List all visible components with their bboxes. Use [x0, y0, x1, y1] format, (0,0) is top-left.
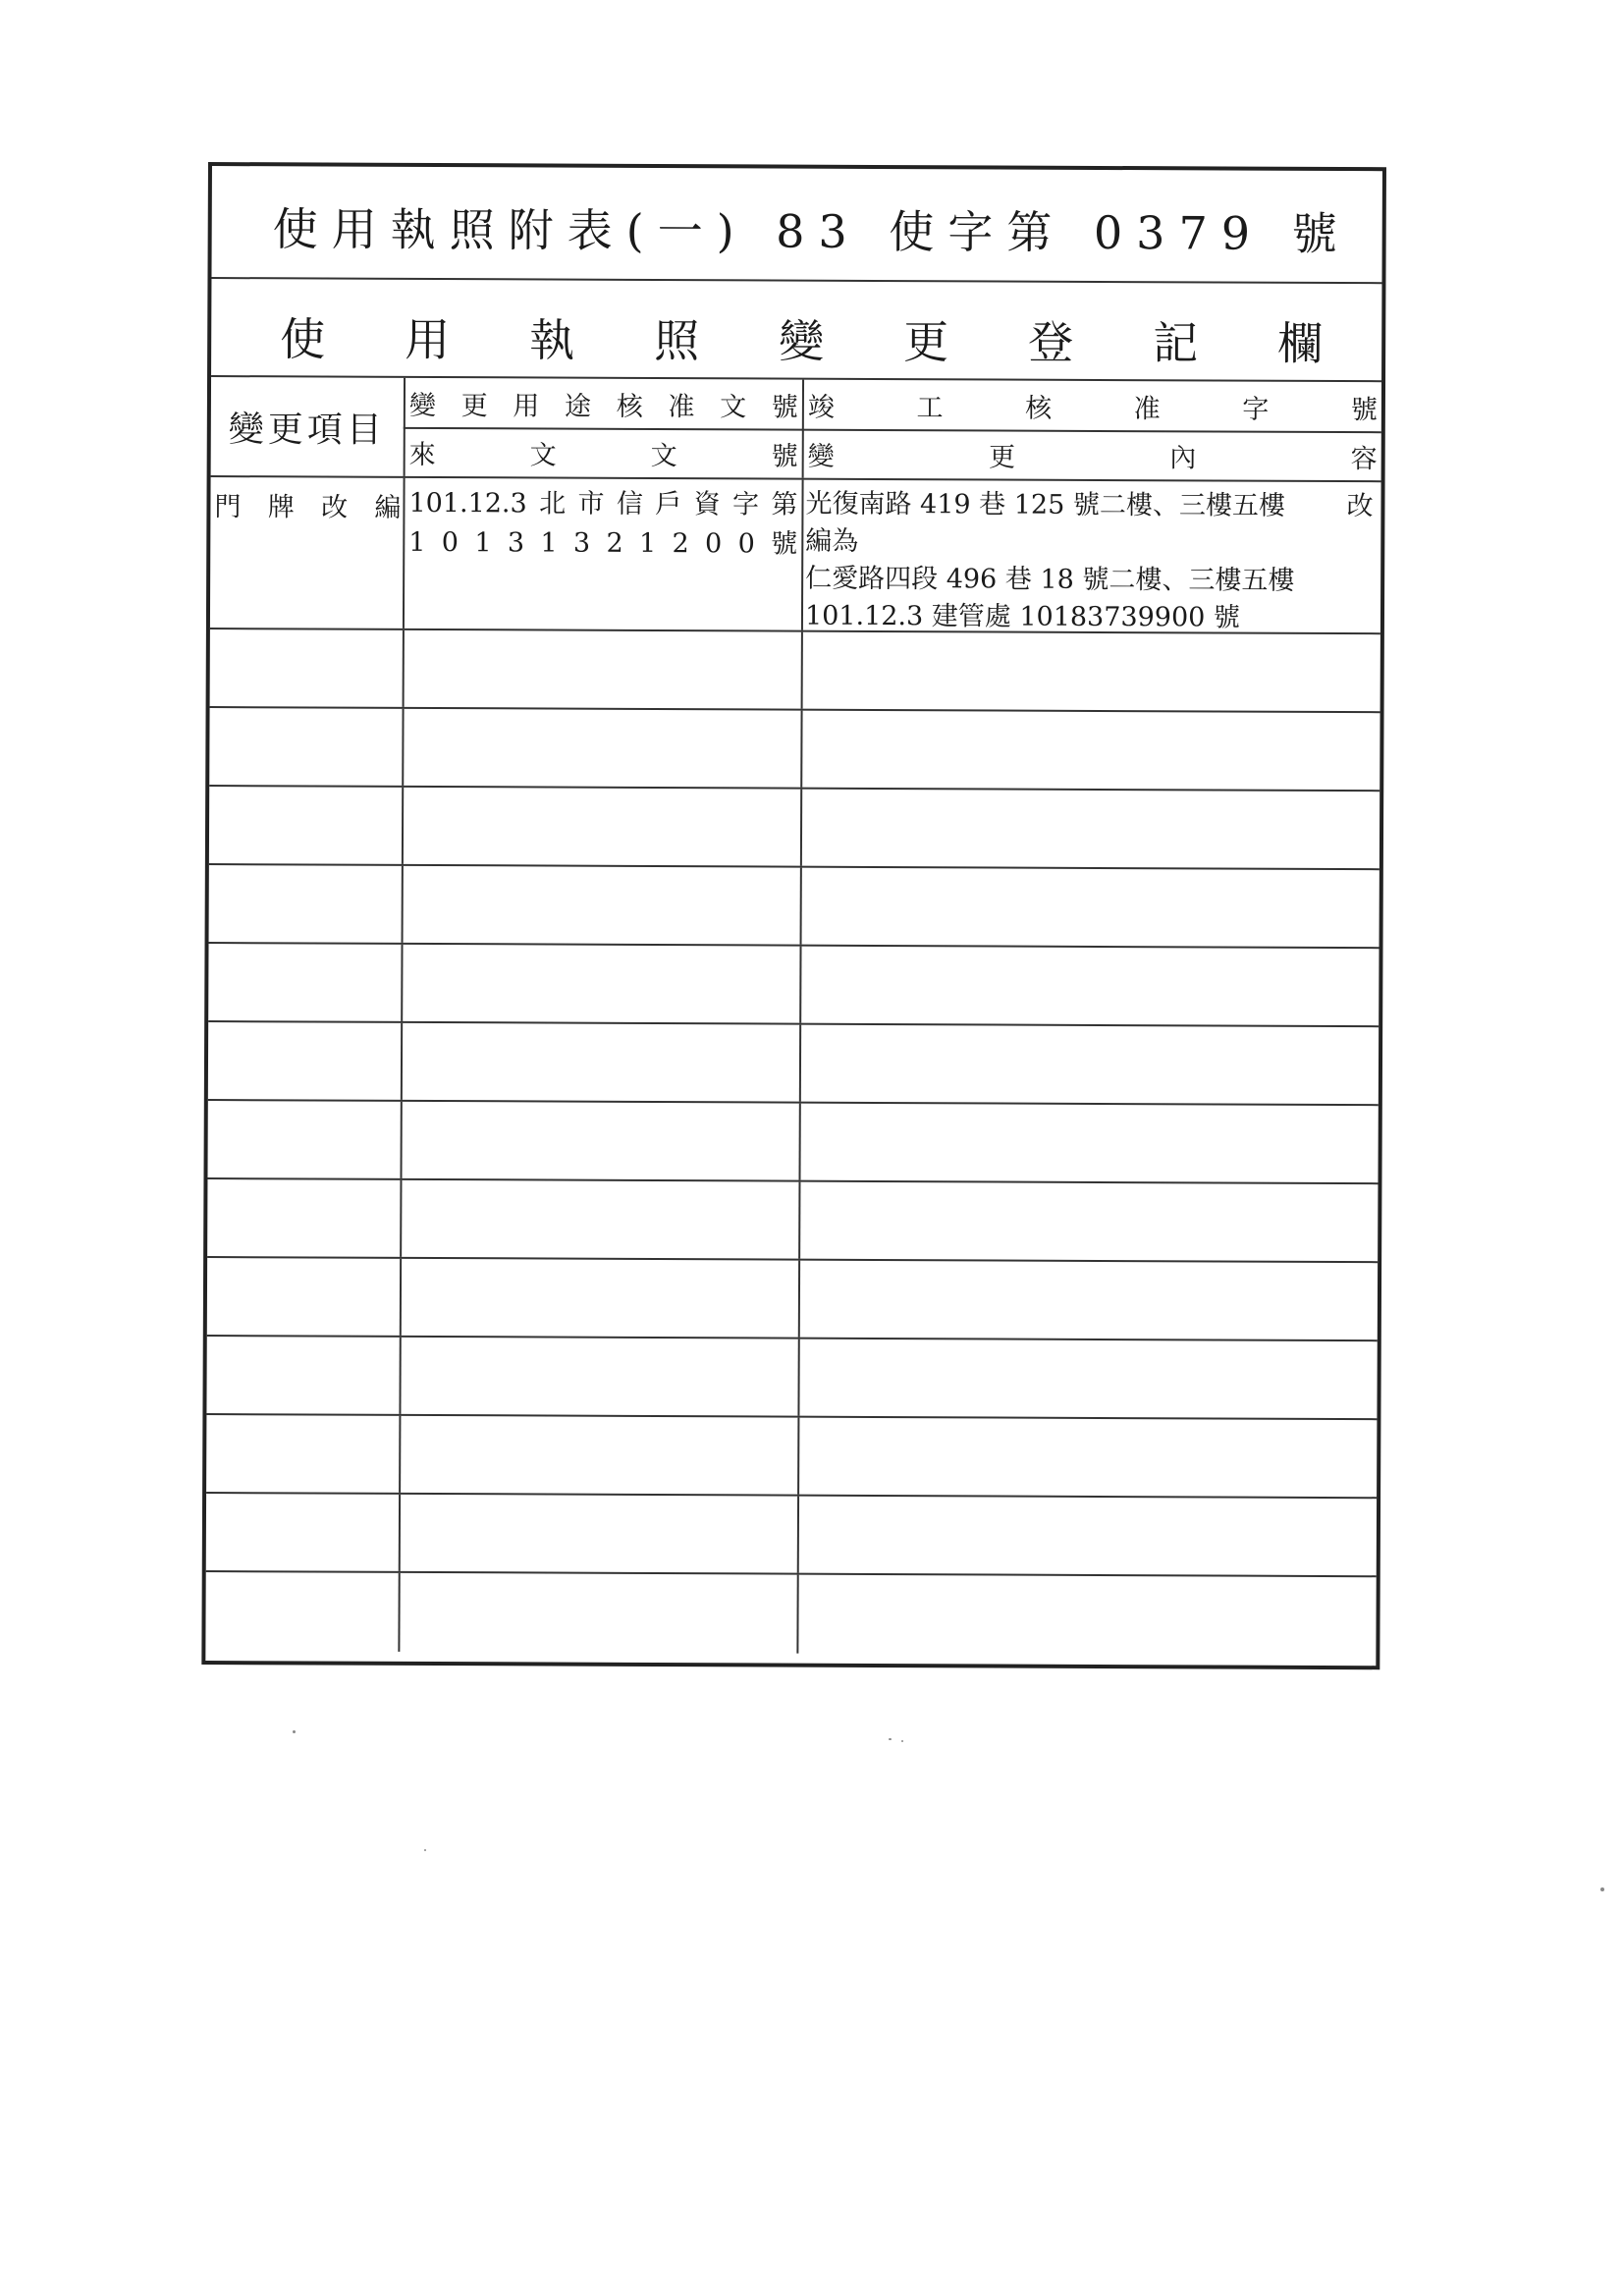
- doc-number-char: 0: [737, 528, 755, 560]
- table-row: [210, 477, 1381, 634]
- header-char: 工: [916, 392, 944, 423]
- table-header: [211, 377, 1381, 482]
- table-row: [207, 1101, 1378, 1184]
- header-char: 更: [460, 390, 488, 421]
- column-divider: [400, 1259, 402, 1336]
- column-divider: [800, 868, 802, 945]
- column-divider: [801, 632, 803, 709]
- table-row: [206, 1494, 1377, 1577]
- section-title-char: 登: [1028, 315, 1074, 369]
- scan-speck: [889, 1738, 892, 1740]
- doc-number-char: 0: [705, 528, 723, 560]
- header-char: 號: [1350, 394, 1378, 425]
- section-title-char: 變: [779, 314, 825, 368]
- content-line: 仁愛路四段 496 巷 18 號二樓、三樓五樓: [805, 563, 1295, 596]
- column-divider: [798, 1182, 800, 1259]
- change-item-char: 牌: [267, 492, 295, 523]
- column-divider: [797, 1497, 799, 1573]
- column-divider: [800, 790, 802, 866]
- doc-number-char: 2: [672, 528, 689, 560]
- column-divider: [402, 866, 404, 943]
- doc-number-cell: [408, 484, 797, 565]
- header-char: 用: [513, 390, 540, 421]
- header-change-item: 變更項目: [228, 409, 386, 451]
- table-row: [209, 787, 1380, 870]
- header-char: 竣: [807, 392, 835, 423]
- column-divider: [399, 1338, 401, 1414]
- scan-speck: [293, 1730, 296, 1733]
- header-char: 字: [1242, 394, 1270, 425]
- column-divider: [401, 1023, 403, 1100]
- change-item-char: 編: [374, 492, 402, 523]
- column-divider: [401, 945, 403, 1021]
- section-title-char: 照: [654, 313, 700, 368]
- column-divider: [800, 711, 802, 788]
- section-title-char: 欄: [1277, 316, 1324, 370]
- column-divider: [399, 1416, 401, 1493]
- header-approval-doc-no: [406, 378, 802, 429]
- column-divider: [400, 1180, 402, 1257]
- doc-number-line: [408, 523, 797, 565]
- doc-number-char: 信: [616, 488, 643, 519]
- header-char: 途: [564, 391, 592, 422]
- doc-number-char: 第: [771, 489, 798, 520]
- header-completion-approval-no: [804, 380, 1381, 432]
- section-title: [280, 303, 1323, 373]
- header-char: 容: [1350, 443, 1378, 474]
- change-item-char: 改: [321, 492, 349, 523]
- header-char: 文: [650, 440, 677, 471]
- section-title-char: 執: [529, 313, 575, 367]
- license-attachment-table: [201, 162, 1386, 1669]
- doc-number-char: 101.12.3: [408, 487, 527, 519]
- column-divider: [798, 1104, 800, 1180]
- header-char: 文: [529, 439, 557, 471]
- title-row: [211, 166, 1381, 284]
- content-line-text: 光復南路 419 巷 125 號二樓、三樓五樓: [805, 488, 1285, 521]
- doc-number-char: 1: [638, 527, 657, 559]
- doc-number-line: [408, 484, 797, 525]
- column-divider: [400, 1102, 402, 1178]
- header-char: 號: [771, 392, 798, 423]
- doc-number-char: 3: [507, 527, 525, 559]
- header-char: 核: [616, 391, 643, 422]
- column-divider: [402, 709, 404, 786]
- doc-number-char: 號: [771, 528, 798, 560]
- doc-number-char: 0: [441, 527, 460, 559]
- header-char: 文: [720, 391, 747, 422]
- document-title: 使用執照附表(一) 83 使字第 0379 號: [272, 202, 1351, 261]
- section-title-char: 使: [280, 312, 326, 366]
- table-row: [206, 1415, 1377, 1499]
- table-row: [207, 1258, 1378, 1341]
- column-divider: [799, 947, 801, 1023]
- header-char: 准: [668, 391, 695, 422]
- table-row: [209, 708, 1380, 792]
- table-row: [207, 1179, 1378, 1263]
- column-divider: [797, 1418, 799, 1495]
- header-char: 准: [1133, 393, 1161, 424]
- doc-number-char: 1: [408, 526, 426, 558]
- header-change-content: [804, 429, 1381, 481]
- table-row: [210, 629, 1380, 713]
- column-divider: [403, 630, 405, 707]
- section-title-row: [211, 279, 1381, 382]
- doc-number-char: 1: [540, 527, 558, 559]
- scan-speck: [901, 1740, 903, 1742]
- table-row: [209, 865, 1380, 949]
- section-title-char: 更: [903, 315, 949, 369]
- column-divider: [797, 1339, 799, 1416]
- header-char: 內: [1169, 442, 1197, 473]
- doc-number-char: 市: [577, 488, 605, 519]
- change-item-char: 門: [214, 492, 242, 523]
- doc-number-char: 字: [731, 489, 760, 520]
- content-line: [805, 486, 1373, 526]
- header-char: 變: [408, 390, 436, 421]
- section-title-char: 記: [1153, 316, 1199, 370]
- header-char: 號: [771, 441, 798, 472]
- doc-number-char: 戶: [655, 488, 682, 520]
- scan-speck: [424, 1849, 426, 1851]
- doc-number-char: 1: [474, 527, 492, 559]
- doc-number-char: 2: [606, 527, 623, 559]
- scan-speck: [1600, 1887, 1604, 1891]
- header-incoming-doc-no: [406, 427, 802, 478]
- change-item-cell: [214, 485, 401, 524]
- table-row: [206, 1337, 1377, 1420]
- column-divider: [399, 1495, 401, 1571]
- content-line: 101.12.3 建管處 10183739900 號: [804, 600, 1241, 633]
- section-title-char: 用: [405, 312, 451, 367]
- header-char: 核: [1025, 393, 1053, 424]
- table-row: [208, 1022, 1379, 1106]
- column-divider: [796, 1575, 798, 1654]
- table-row: [205, 1572, 1376, 1656]
- content-line: 編為: [805, 525, 859, 557]
- column-divider: [403, 478, 406, 629]
- doc-number-char: 資: [693, 489, 721, 520]
- table-row: [208, 944, 1379, 1027]
- doc-number-char: 北: [539, 488, 567, 519]
- header-char: 更: [988, 441, 1016, 473]
- content-line-text: 改: [1346, 491, 1374, 522]
- column-divider: [402, 788, 404, 864]
- column-divider: [798, 1261, 800, 1338]
- column-divider: [801, 480, 804, 630]
- header-char: 來: [408, 439, 436, 470]
- column-divider: [799, 1025, 801, 1102]
- header-char: 變: [807, 441, 835, 472]
- change-content-cell: [805, 486, 1374, 638]
- column-divider: [398, 1573, 400, 1652]
- doc-number-char: 3: [572, 527, 591, 559]
